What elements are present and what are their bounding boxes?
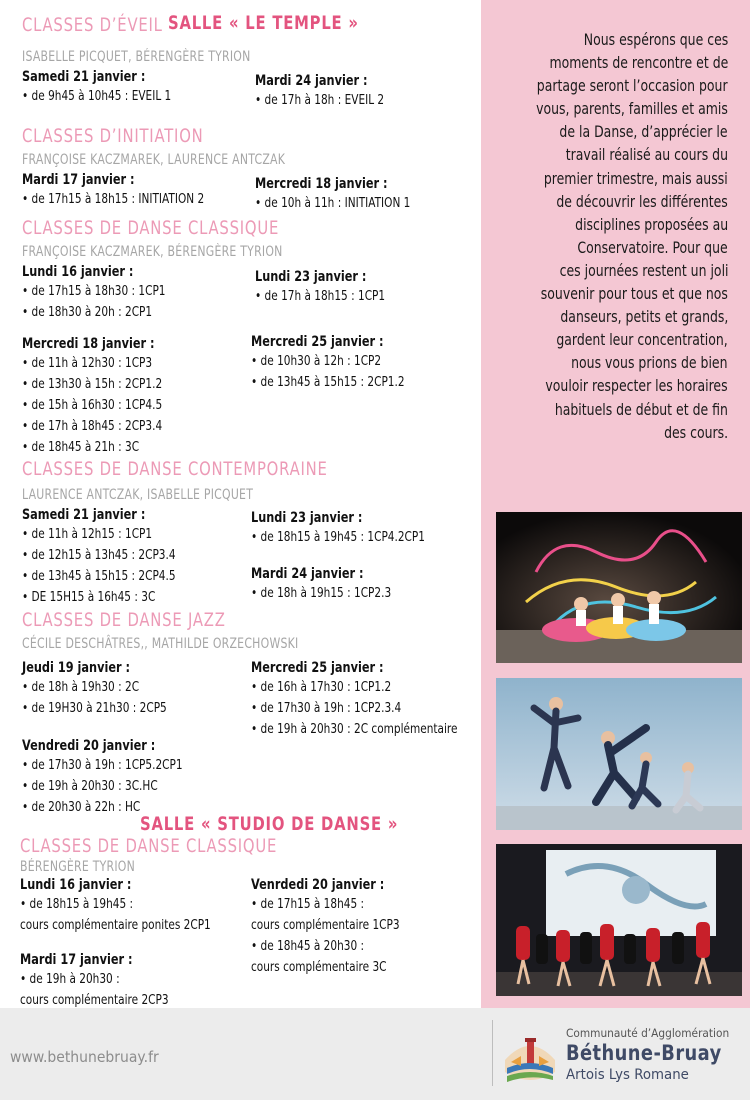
day-heading: Samedi 21 janvier : [22, 69, 146, 85]
day-heading: Mardi 17 janvier : [20, 952, 133, 968]
schedule-block [251, 507, 474, 547]
schedule-line: cours complémentaire ponites 2CP1 [20, 917, 211, 933]
intro-line: travail réalisé au cours du [565, 145, 728, 165]
dance-photo-red [496, 844, 742, 996]
schedule-line: • de 17h15 à 18h45 : [251, 896, 365, 912]
schedule-line: • de 13h45 à 15h15 : 2CP4.5 [22, 568, 176, 584]
schedule-line: • DE 15H15 à 16h45 : 3C [22, 589, 156, 605]
website-link[interactable]: www.bethunebruay.fr [10, 1048, 159, 1066]
dance-photo-children [496, 512, 742, 663]
day-heading: Samedi 21 janvier : [22, 507, 146, 523]
intro-text [398, 28, 728, 444]
schedule-block [22, 735, 228, 817]
schedule-line: • de 18h à 19h15 : 1CP2.3 [251, 585, 392, 601]
day-heading: Venrdedi 20 janvier : [251, 877, 385, 893]
schedule-block [255, 266, 422, 306]
teachers-studio: BÉRENGÈRE TYRION [20, 859, 136, 875]
agglomeration-logo-icon [503, 1032, 557, 1088]
intro-line: vous, parents, familles et amis [536, 99, 728, 119]
schedule-line: • de 20h30 à 22h : HC [22, 799, 141, 815]
schedule-line: • de 18h15 à 19h45 : [20, 896, 134, 912]
intro-line: des cours. [663, 422, 728, 442]
schedule-line: • de 9h45 à 10h45 : EVEIL 1 [22, 88, 172, 104]
schedule-line: • de 13h45 à 15h15 : 2CP1.2 [251, 374, 405, 390]
section-title-eveil: CLASSES D’ÉVEIL [22, 14, 163, 36]
intro-line: disciplines proposées au [575, 214, 728, 234]
schedule-line: • de 15h à 16h30 : 1CP4.5 [22, 397, 163, 413]
day-heading: Mardi 24 janvier : [255, 73, 368, 89]
footer-divider [492, 1020, 493, 1086]
day-heading: Lundi 23 janvier : [251, 510, 363, 526]
section-title-contemporaine: CLASSES DE DANSE CONTEMPORAINE [22, 458, 328, 480]
intro-line: gardent leur concentration, [556, 330, 728, 350]
agglo-subtitle: Artois Lys Romane [566, 1067, 689, 1083]
schedule-line: • de 17h à 18h : EVEIL 2 [255, 92, 385, 108]
day-heading: Mercredi 25 janvier : [251, 660, 384, 676]
day-heading: Lundi 23 janvier : [255, 269, 367, 285]
room-title-temple: SALLE « LE TEMPLE » [168, 12, 359, 34]
schedule-block [22, 504, 219, 607]
schedule-line: • de 18h45 à 20h30 : [251, 938, 365, 954]
schedule-block [22, 66, 213, 106]
dance-photo-contemporary [496, 678, 742, 830]
intro-line: nous vous prions de bien [571, 353, 728, 373]
footer [0, 1008, 750, 1100]
day-heading: Mardi 24 janvier : [251, 566, 364, 582]
day-heading: Mardi 17 janvier : [22, 172, 135, 188]
schedule-line: • de 17h30 à 19h : 1CP2.3.4 [251, 700, 402, 716]
day-heading: Lundi 16 janvier : [20, 877, 132, 893]
intro-line: danseurs, petits et grands, [559, 307, 728, 327]
schedule-block [251, 563, 431, 603]
schedule-line: • de 18h à 19h30 : 2C [22, 679, 140, 695]
intro-line: partage seront l’occasion pour [537, 76, 728, 96]
day-heading: Mercredi 18 janvier : [22, 336, 155, 352]
schedule-line: cours complémentaire 1CP3 [251, 917, 400, 933]
intro-line: moments de rencontre et de [549, 53, 728, 73]
section-title-classique: CLASSES DE DANSE CLASSIQUE [22, 217, 280, 239]
teachers-jazz: CÉCILE DESCHÂTRES,, MATHILDE ORZECHOWSKI [22, 636, 299, 652]
schedule-line: • de 19H30 à 21h30 : 2CP5 [22, 700, 167, 716]
schedule-block [22, 333, 202, 457]
schedule-line: • de 12h15 à 13h45 : 2CP3.4 [22, 547, 176, 563]
intro-line: souvenir pour tous et que nos [540, 284, 728, 304]
teachers-eveil: ISABELLE PICQUET, BÉRENGÈRE TYRION [22, 49, 251, 65]
schedule-line: cours complémentaire 2CP3 [20, 992, 169, 1008]
schedule-block [20, 874, 265, 935]
schedule-line: • de 17h à 18h15 : 1CP1 [255, 288, 386, 304]
section-title-initiation: CLASSES D’INITIATION [22, 125, 204, 147]
schedule-line: • de 17h à 18h45 : 2CP3.4 [22, 418, 163, 434]
day-heading: Mercredi 18 janvier : [255, 176, 388, 192]
section-title-studio-classique: CLASSES DE DANSE CLASSIQUE [20, 835, 278, 857]
schedule-block [20, 949, 211, 1010]
schedule-line: • de 10h à 11h : INITIATION 1 [255, 195, 411, 211]
schedule-line: cours complémentaire 3C [251, 959, 387, 975]
schedule-line: • de 18h30 à 20h : 2CP1 [22, 304, 153, 320]
schedule-line: • de 18h45 à 21h : 3C [22, 439, 140, 455]
schedule-block [22, 261, 206, 322]
intro-line: Conservatoire. Pour que [577, 237, 728, 257]
intro-line: Nous espérons que ces [583, 30, 728, 49]
day-heading: Lundi 16 janvier : [22, 264, 134, 280]
schedule-line: • de 19h à 20h30 : [20, 971, 120, 987]
schedule-line: • de 11h à 12h15 : 1CP1 [22, 526, 153, 542]
schedule-block [22, 169, 256, 209]
schedule-line: • de 11h à 12h30 : 1CP3 [22, 355, 153, 371]
intro-line: vouloir respecter les horaires [545, 376, 728, 396]
schedule-line: • de 13h30 à 15h : 2CP1.2 [22, 376, 163, 392]
schedule-line: • de 19h à 20h30 : 3C.HC [22, 778, 158, 794]
schedule-line: • de 17h15 à 18h30 : 1CP1 [22, 283, 166, 299]
day-heading: Jeudi 19 janvier : [22, 660, 131, 676]
teachers-contemporaine: LAURENCE ANTCZAK, ISABELLE PICQUET [22, 487, 254, 503]
teachers-initiation: FRANÇOISE KACZMAREK, LAURENCE ANTCZAK [22, 152, 286, 168]
intro-line: habituels de début et de fin [554, 399, 728, 419]
room-title-studio: SALLE « STUDIO DE DANSE » [140, 813, 399, 835]
intro-line: de la Danse, d’apprécier le [559, 122, 728, 142]
intro-line: de découvrir les différentes [556, 191, 728, 211]
schedule-line: • de 10h30 à 12h : 1CP2 [251, 353, 382, 369]
agglo-label: Communauté d’Agglomération [566, 1026, 730, 1040]
schedule-line: • de 16h à 17h30 : 1CP1.2 [251, 679, 392, 695]
schedule-block [251, 657, 516, 739]
day-heading: Vendredi 20 janvier : [22, 738, 156, 754]
teachers-classique: FRANÇOISE KACZMAREK, BÉRENGÈRE TYRION [22, 244, 283, 260]
day-heading: Mercredi 25 janvier : [251, 334, 384, 350]
section-title-jazz: CLASSES DE DANSE JAZZ [22, 609, 226, 631]
schedule-block [251, 874, 442, 977]
schedule-line: • de 18h15 à 19h45 : 1CP4.2CP1 [251, 529, 425, 545]
schedule-block [255, 70, 421, 110]
agglo-name: Béthune-Bruay [566, 1041, 722, 1065]
schedule-line: • de 17h15 à 18h15 : INITIATION 2 [22, 191, 205, 207]
intro-line: premier trimestre, mais aussi [544, 168, 728, 188]
schedule-line: • de 19h à 20h30 : 2C complémentaire [251, 721, 458, 737]
schedule-line: • de 17h30 à 19h : 1CP5.2CP1 [22, 757, 183, 773]
schedule-block [22, 657, 208, 718]
intro-line: ces journées restent un joli [559, 260, 728, 280]
